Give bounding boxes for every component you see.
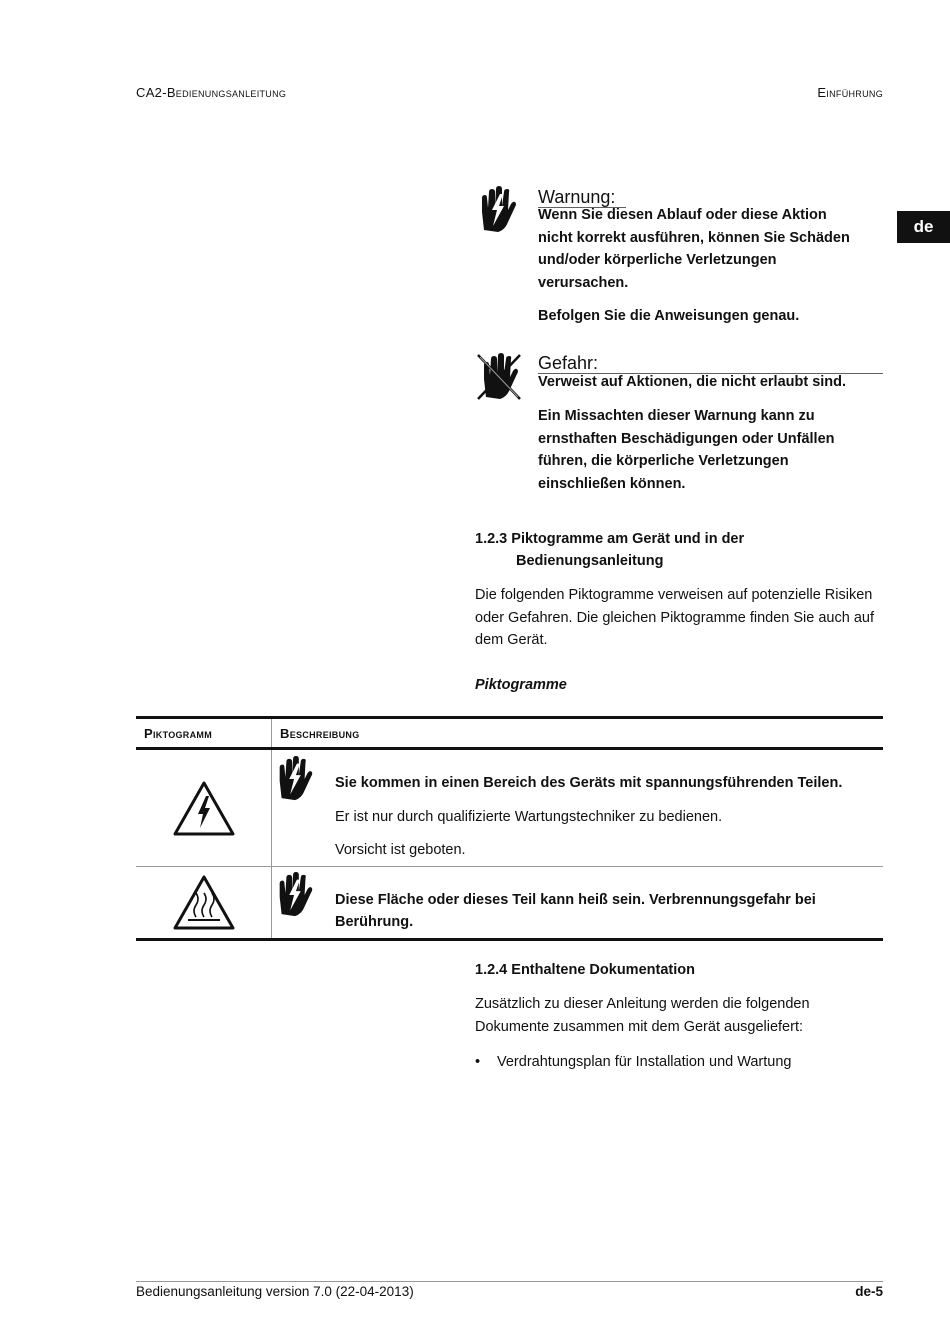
warning-line: Wenn Sie diesen Ablauf oder diese Aktion	[538, 207, 827, 223]
warning-line: nicht korrekt ausführen, können Sie Schäden	[538, 229, 850, 246]
column-header-piktogramm: Piktogramm	[136, 718, 272, 749]
bullet-list	[475, 1051, 791, 1074]
warning-line: und/oder körperliche Verletzungen	[538, 252, 777, 268]
warning-line: verursachen.	[538, 274, 629, 291]
description-cell	[272, 749, 884, 867]
danger-line: Ein Missachten dieser Warnung kann zu	[538, 408, 815, 424]
danger-title: Gefahr:	[538, 353, 599, 373]
paragraph-line: Die folgenden Piktogramme verweisen auf potenzielle Risiken	[475, 587, 873, 603]
table-header-row	[136, 718, 883, 749]
warning-hand-icon	[275, 756, 315, 806]
prohibited-hand-icon	[476, 353, 522, 401]
warning-hand-icon	[478, 186, 518, 234]
warning-follow-text: Befolgen Sie die Anweisungen genau.	[538, 308, 800, 324]
danger-line-1: Verweist auf Aktionen, die nicht erlaubt sind.	[538, 374, 847, 390]
warning-hand-icon	[275, 872, 315, 922]
paragraph-line: Zusätzlich zu dieser Anleitung werden die folgenden	[475, 996, 810, 1012]
section-heading-1-2-3-cont: Bedienungsanleitung	[516, 553, 664, 569]
row-1-text: Er ist nur durch qualifizierte Wartungstechniker zu bedienen.	[335, 808, 723, 825]
danger-line: ernsthaften Beschädigungen oder Unfällen	[538, 430, 835, 447]
table-caption: Piktogramme	[475, 677, 567, 693]
language-tab: de	[897, 211, 950, 243]
danger-text	[538, 405, 898, 495]
section-heading-1-2-3: 1.2.3 Piktogramme am Gerät und in der	[475, 531, 745, 547]
danger-line: einschließen können.	[538, 475, 686, 492]
paragraph-line: oder Gefahren. Die gleichen Piktogramme finden Sie auch auf	[475, 609, 874, 626]
running-header-left: CA2-Bedienungsanleitung	[136, 85, 287, 100]
hot-surface-triangle-icon	[172, 874, 236, 936]
footer-left: Bedienungsanleitung version 7.0 (22-04-2013)	[136, 1284, 414, 1299]
row-2-bold-text: Diese Fläche oder dieses Teil kann heiß sein. Verbrennungsgefahr bei	[335, 891, 816, 908]
danger-line: führen, die körperliche Verletzungen	[538, 453, 789, 469]
section-heading-1-2-4: 1.2.4 Enthaltene Dokumentation	[475, 962, 695, 978]
row-1-bold-text: Sie kommen in einen Bereich des Geräts mit spannungsführenden Teilen.	[335, 775, 843, 791]
warning-title: Warnung:	[538, 187, 616, 207]
list-item: Verdrahtungsplan für Installation und Wartung	[497, 1054, 792, 1070]
row-1-text: Vorsicht ist geboten.	[335, 842, 466, 858]
row-2-bold-text: Berührung.	[335, 914, 414, 930]
pictogram-table	[136, 716, 883, 941]
description-cell	[272, 866, 884, 939]
high-voltage-triangle-icon	[172, 780, 236, 842]
table-row	[136, 866, 883, 939]
bullet-icon: •	[475, 1054, 481, 1070]
footer-rule	[136, 1281, 883, 1282]
section-1-2-4-paragraph	[475, 993, 885, 1038]
table-row	[136, 749, 883, 867]
section-1-2-3-paragraph	[475, 584, 885, 652]
paragraph-line: dem Gerät.	[475, 632, 548, 648]
page-number: de-5	[855, 1284, 883, 1299]
pictogram-cell	[136, 749, 272, 867]
running-header-right: Einführung	[817, 85, 883, 100]
warning-text	[538, 204, 898, 294]
column-header-beschreibung: Beschreibung	[272, 718, 884, 749]
paragraph-line: Dokumente zusammen mit dem Gerät ausgeliefert:	[475, 1018, 803, 1035]
pictogram-cell	[136, 866, 272, 939]
